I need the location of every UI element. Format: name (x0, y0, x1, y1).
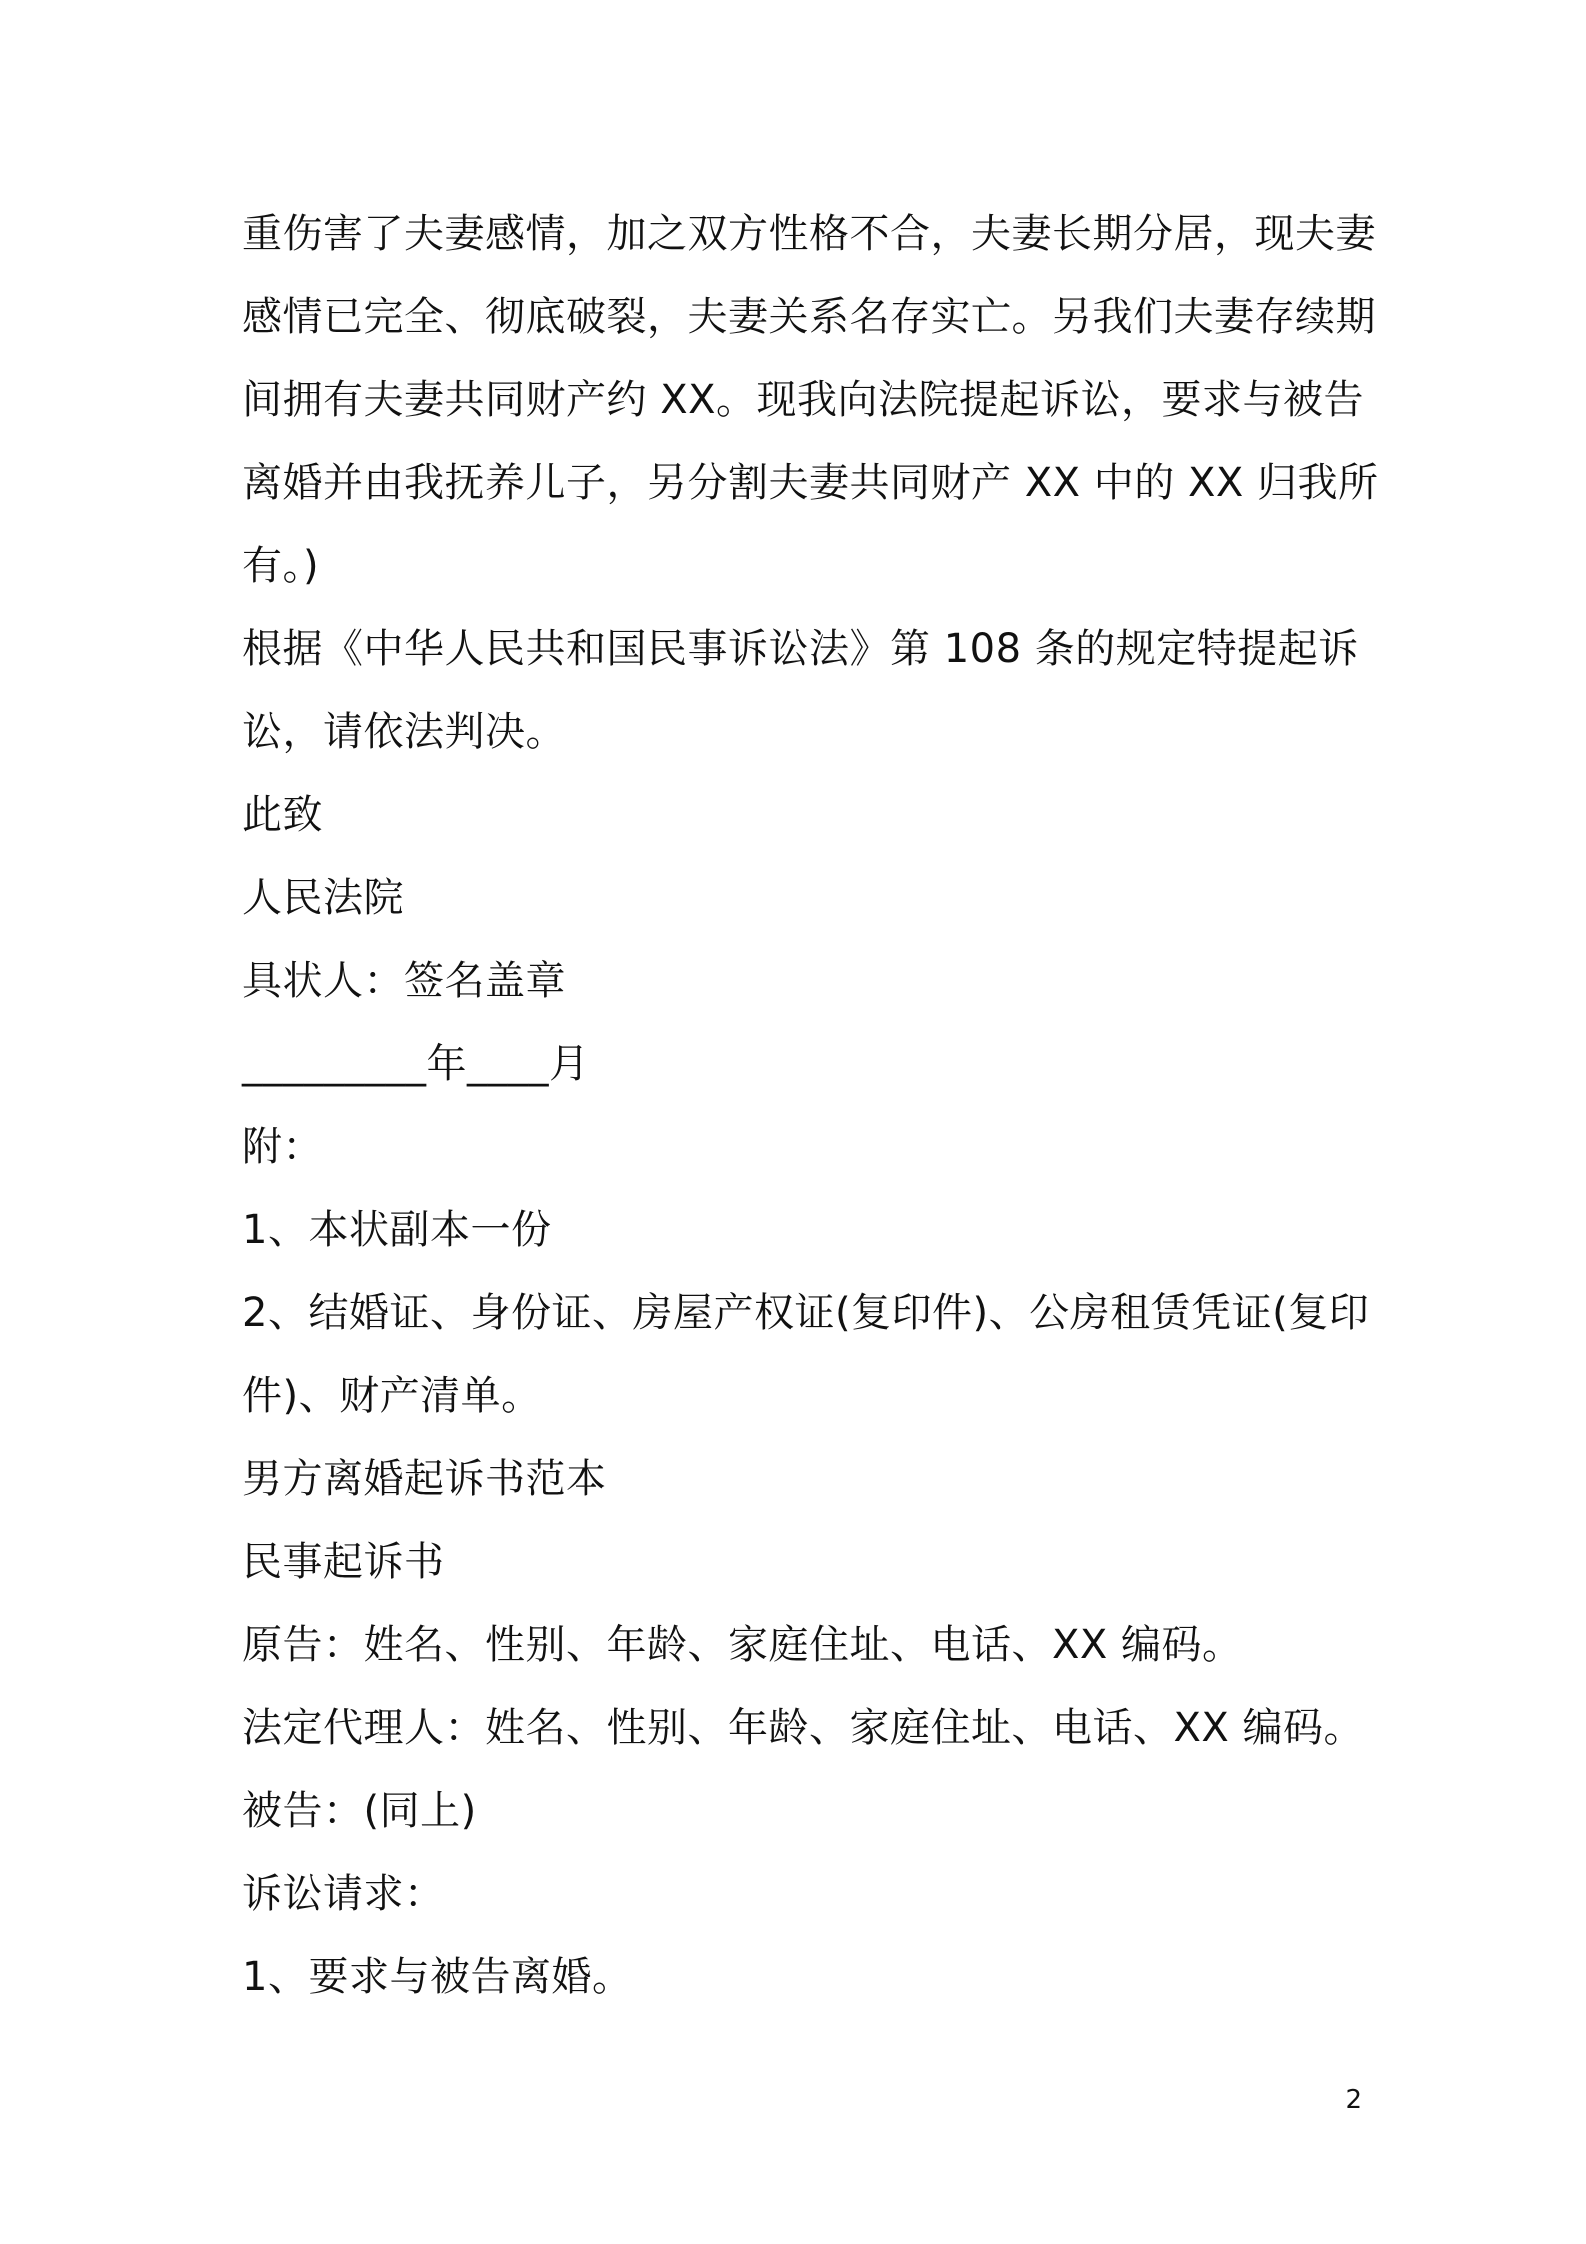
body-line: 离婚并由我抚养儿子，另分割夫妻共同财产 XX 中的 XX 归我所 (242, 460, 1379, 506)
signature-line: 具状人：签名盖章 (242, 958, 566, 1004)
attachment-item: 2、结婚证、身份证、房屋产权证(复印件)、公房租赁凭证(复印 (242, 1290, 1370, 1336)
page-number: 2 (1345, 2085, 1362, 2115)
salutation: 此致 (242, 792, 323, 838)
body-line: 感情已完全、彻底破裂，夫妻关系名存实亡。另我们夫妻存续期 (242, 294, 1376, 340)
body-line: 根据《中华人民共和国民事诉讼法》第 108 条的规定特提起诉 (242, 626, 1359, 672)
document-title: 民事起诉书 (242, 1539, 445, 1585)
body-line: 有。) (242, 543, 320, 589)
plaintiff-line: 原告：姓名、性别、年龄、家庭住址、电话、XX 编码。 (242, 1622, 1243, 1668)
body-line: 讼，请依法判决。 (242, 709, 566, 755)
section-title: 男方离婚起诉书范本 (242, 1456, 607, 1502)
attachment-item-continued: 件)、财产清单。 (242, 1373, 542, 1419)
court-name: 人民法院 (242, 875, 404, 921)
attachments-heading: 附： (242, 1124, 323, 1170)
attachment-item: 1、本状副本一份 (242, 1207, 552, 1253)
document-body (242, 193, 1379, 2019)
legal-representative-line: 法定代理人：姓名、性别、年龄、家庭住址、电话、XX 编码。 (242, 1705, 1365, 1751)
claims-heading: 诉讼请求： (242, 1871, 445, 1917)
body-line: 重伤害了夫妻感情，加之双方性格不合，夫妻长期分居，现夫妻 (242, 211, 1376, 257)
body-line: 间拥有夫妻共同财产约 XX。现我向法院提起诉讼，要求与被告 (242, 377, 1365, 423)
defendant-line: 被告：(同上) (242, 1788, 477, 1834)
claim-item: 1、要求与被告离婚。 (242, 1954, 633, 2000)
date-line: _________年____月 (242, 1041, 590, 1087)
